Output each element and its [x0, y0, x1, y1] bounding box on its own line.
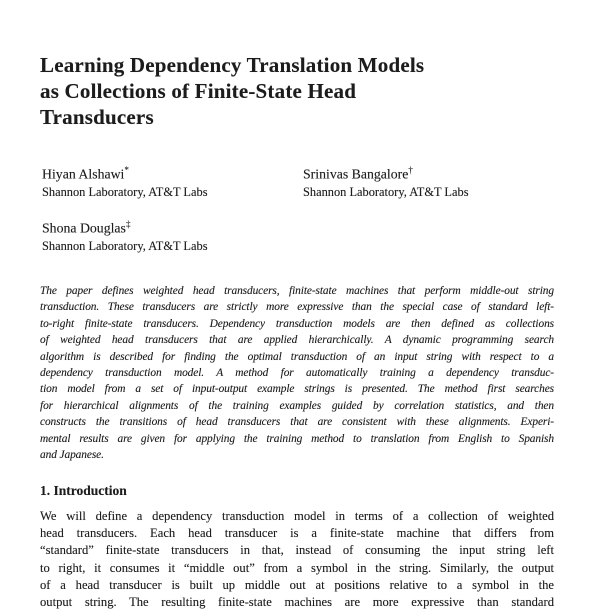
abstract-line: transduction. These transducers are strictly more expressive than the special case of standard left- [40, 301, 554, 314]
body-line: head transducers. Each head transducer is a finite-state machine that differs from [40, 526, 554, 541]
body-line: “standard” finite-state transducers in that, instead of consuming the input string left [40, 543, 554, 558]
abstract-line: The paper defines weighted head transducers, finite-state machines that perform middle-out string [40, 285, 554, 297]
body-line: We will define a dependency transduction model in terms of a collection of weighted [40, 509, 554, 523]
abstract-line: for hierarchical alignments of the training examples guided by correlation statistics, and then [40, 399, 554, 412]
author-footnote-marker: * [124, 165, 129, 175]
body-line: to right, it consumes it “middle out” from a symbol in the string. Similarly, the output [40, 560, 554, 575]
introduction-paragraph [40, 508, 554, 611]
abstract [40, 283, 554, 463]
body-line: output string. The resulting finite-state machines are more expressive than standard [40, 595, 554, 610]
author-name-text: Shona Douglas [42, 220, 126, 236]
abstract-line: of weighted head transducers that are applied hierarchically. A dynamic programming search [40, 334, 554, 347]
abstract-line: constructs the transitions of head transducers that are consistent with these alignments. Experi- [40, 416, 554, 429]
title-line-3: Transducers [40, 105, 154, 129]
abstract-line: to-right finite-state transducers. Dependency transduction models are then defined as collections [40, 317, 554, 330]
abstract-line: and Japanese. [40, 449, 104, 462]
author-name [42, 216, 208, 237]
abstract-line: dependency transduction model. A method for automatically training a dependency transduc- [40, 367, 554, 380]
author-block-bangalore [303, 162, 469, 201]
author-name [42, 162, 208, 183]
author-block-alshawi [42, 162, 208, 201]
title-line-2: as Collections of Finite-State Head [40, 79, 357, 103]
paper-title [40, 52, 424, 130]
body-line: of a head transducer is built up middle out at positions relative to a symbol in the [40, 577, 554, 592]
abstract-line: tion model from a set of input-output example strings is presented. The method first searches [40, 383, 554, 396]
author-affiliation: Shannon Laboratory, AT&T Labs [303, 184, 469, 199]
section-heading-introduction: 1. Introduction [40, 483, 127, 498]
abstract-line: algorithm is described for finding the optimal transduction of an input string with respect to a [40, 350, 554, 363]
author-block-douglas [42, 216, 208, 255]
author-name-text: Hiyan Alshawi [42, 166, 125, 182]
author-name-text: Srinivas Bangalore [303, 166, 409, 182]
author-affiliation: Shannon Laboratory, AT&T Labs [42, 184, 208, 199]
author-name [303, 162, 469, 183]
author-footnote-marker: ‡ [125, 219, 131, 229]
abstract-line: mental results are given for applying the training method to translation from English to Spanish [40, 432, 554, 445]
author-affiliation: Shannon Laboratory, AT&T Labs [42, 238, 208, 253]
title-line-1: Learning Dependency Translation Models [40, 53, 425, 77]
author-footnote-marker: † [408, 165, 413, 175]
